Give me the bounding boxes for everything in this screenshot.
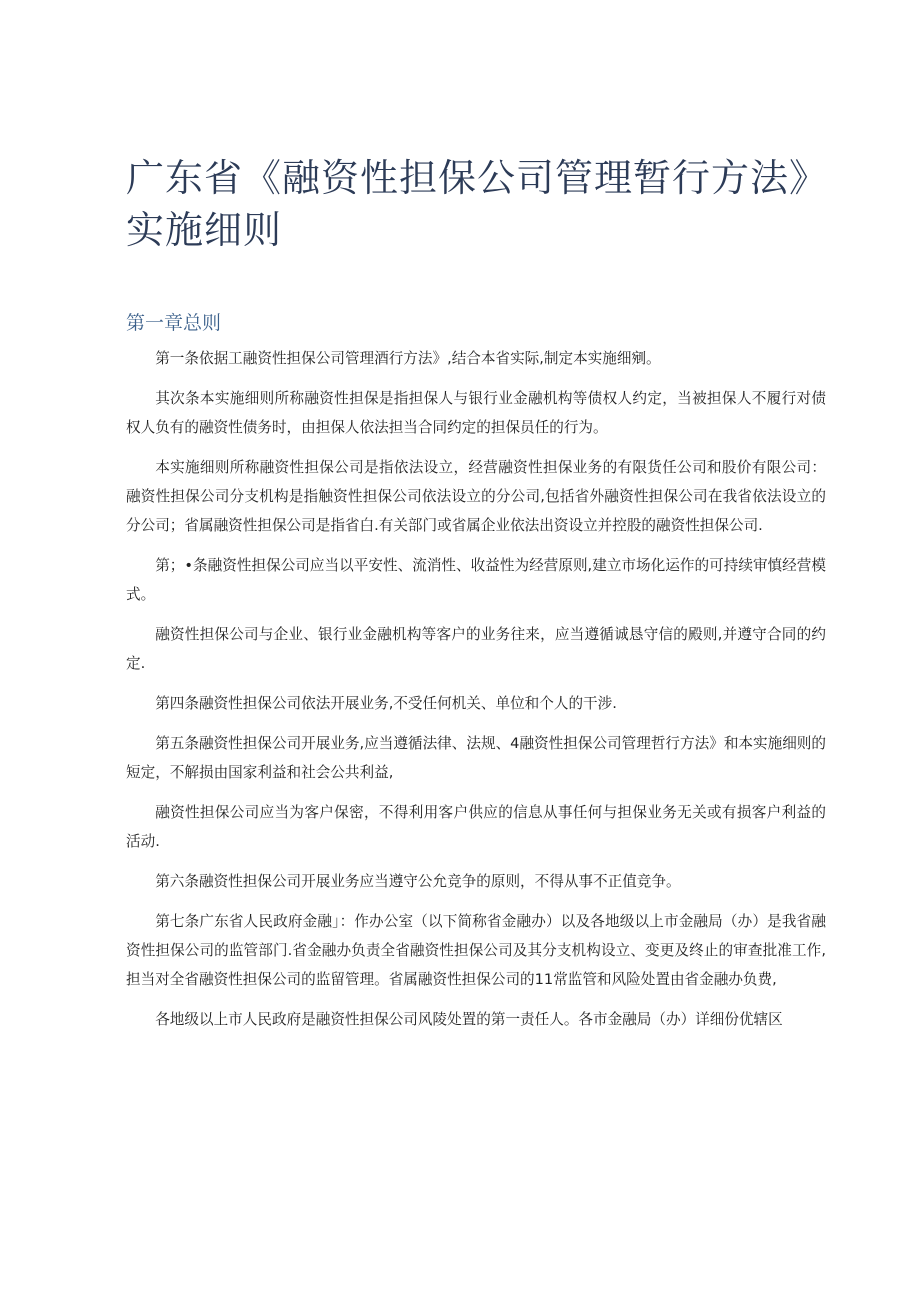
article-6-paragraph: 第六条融资性担保公司开展业务应当遵守公允竞争的原则，不得从事不正值竞争。 [155, 873, 681, 890]
article-4-paragraph: 第四条融资性担保公司依法开展业务,不受任何机关、单位和个人的干涉. [155, 695, 617, 712]
chapter-heading: 第一章总则 [126, 312, 222, 334]
document-title-line-1: 广东省《融资性担保公司管理暂行方法》 [126, 156, 829, 200]
article-1-paragraph: 第一条依据工融资性担保公司管理酒行方法》,结合本省实际,制定本实施细剜。 [155, 350, 661, 367]
article-7-city-paragraph: 各地级以上市人民政府是融资性担保公司风陵处置的第一责任人。各市金融局（办）详细份优辖区 [155, 1011, 783, 1028]
article-2-definition-paragraph: 本实施细则所称融资性担保公司是指依法设立，经营融资性担保业务的有限货任公司和股价有限公司：融资性担保公司分支机构是指触资性担保公司依法设立的分公司,包括省外融资性担保公司在我省依法设立的分公司；省属融资性担保公司是指省白.有关部门或省属企业依法出资设立并控股的融资性担保公司. [126, 459, 826, 534]
document-title [126, 152, 846, 256]
article-5-paragraph: 第五条融资性担保公司开展业务,应当遵循法律、法规、4融资性担保公司管理哲行方法》和本实施细则的短定，不解损由国家利益和社会公共利益, [126, 735, 826, 781]
article-7-paragraph: 第七条广东省人民政府金融」：作办公室（以下简称省金融办）以及各地级以上市金融局（办）是我省融资性担保公司的监管部门.省金融办负责全省融资性担保公司及其分支机构设立、变更及终止的审查批准工作,担当对全省融资性担保公司的监留管理。省属融资性担保公司的11常监管和风险处置由省金融办负费, [126, 913, 826, 988]
article-5-confidentiality-paragraph: 融资性担保公司应当为客户保密，不得利用客户供应的信息从事任何与担保业务无关或有损客户利益的活动. [126, 804, 826, 850]
article-2-paragraph: 其次条本实施细则所称融资性担保是指担保人与银行业金融机构等债权人约定，当被担保人不履行对债权人负有的融资性债务时，由担保人依法担当合同约定的担保员任的行为。 [126, 390, 826, 436]
document-title-line-2: 实施细则 [126, 208, 283, 252]
article-3-clients-paragraph: 融资性担保公司与企业、银行业金融机构等客户的业务往来，应当遵循诚恳守信的殿则,并遵守合同的约定. [126, 626, 826, 672]
article-3-paragraph: 第；•条融资性担保公司应当以平安性、流消性、收益性为经营原则,建立市场化运作的可持续审慎经营模式。 [126, 557, 826, 603]
document-body [126, 344, 826, 1045]
